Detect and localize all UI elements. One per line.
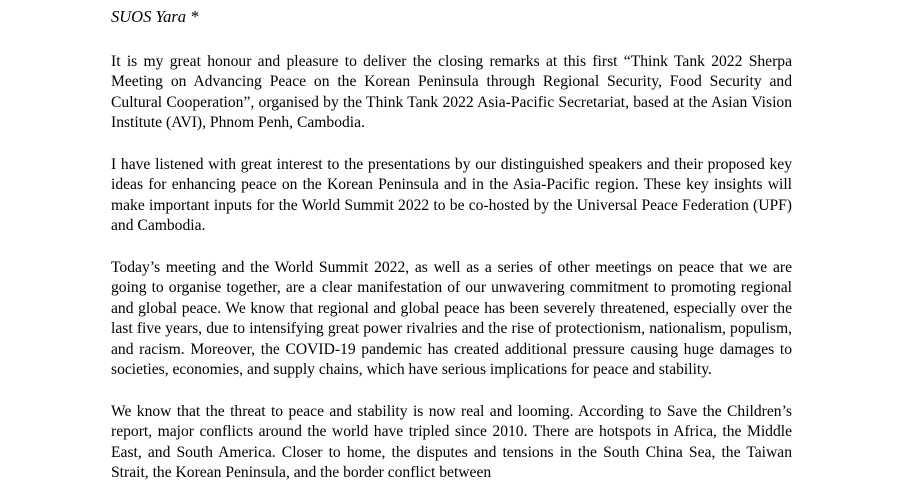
paragraph-presentations: I have listened with great interest to the presentations by our distinguished speakers and their proposed key ideas for enhancing peace on the Korean Peninsula and in the Asia-Pacific region. These key insights will make important inputs for the World Summit 2022 to be co-hosted by the Universal Peace Federation (UPF) and Cambodia. [111,155,792,234]
paragraph-opening-remarks: It is my great honour and pleasure to deliver the closing remarks at this first “Think Tank 2022 Sherpa Meeting on Advancing Peace on the Korean Peninsula through Regional Security, Food Security and Cultural Cooperation”, organised by the Think Tank 2022 Asia-Pacific Secretariat, based at the Asian Vision Institute (AVI), Phnom Penh, Cambodia. [111,52,792,131]
paragraph-world-summit: Today’s meeting and the World Summit 2022, as well as a series of other meetings on peace that we are going to organise together, are a clear manifestation of our unwavering commitment to promoting regional and global peace. We know that regional and global peace has been severely threatened, especially over the last five years, due to intensifying great power rivalries and the rise of protectionism, nationalism, populism, and racism. Moreover, the COVID-19 pandemic has created additional pressure causing huge damages to societies, economies, and supply chains, which have serious implications for peace and stability. [111,258,792,378]
document-body [111,7,792,484]
paragraph-threats: We know that the threat to peace and stability is now real and looming. According to Save the Children’s report, major conflicts around the world have tripled since 2010. There are hotspots in Africa, the Middle East, and South America. Closer to home, the disputes and tensions in the South China Sea, the Taiwan Strait, the Korean Peninsula, and the border conflict between [111,402,792,481]
author-line: SUOS Yara * [111,7,199,26]
